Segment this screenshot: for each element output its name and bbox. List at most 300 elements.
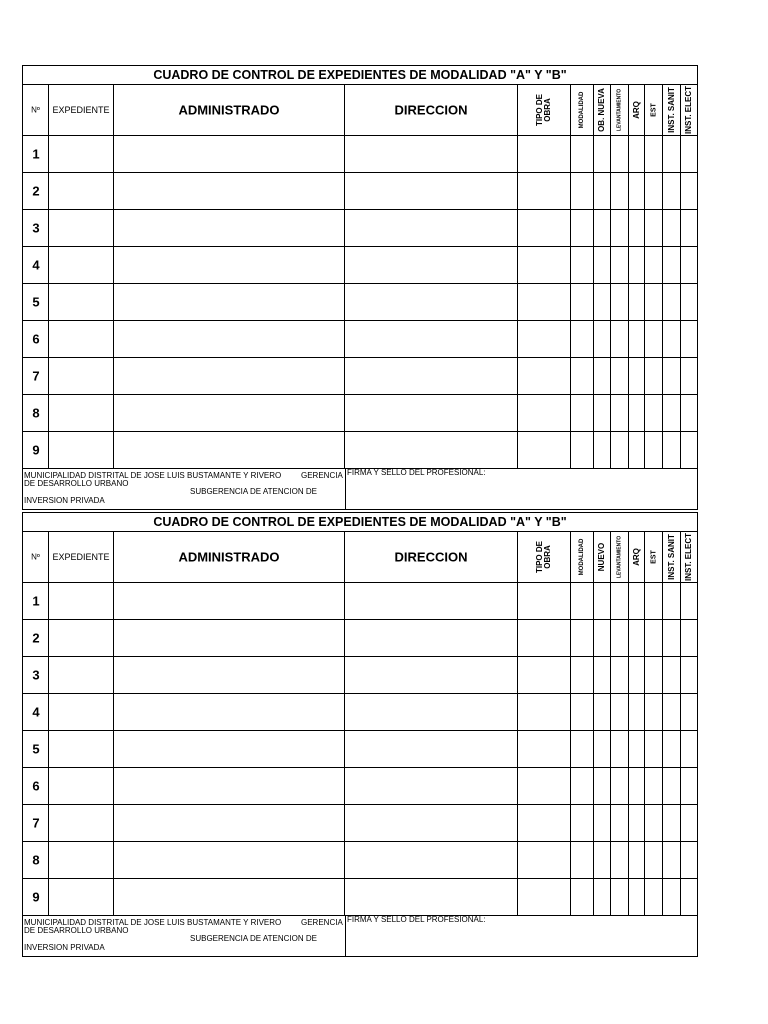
field-tipo-obra[interactable] <box>518 358 571 394</box>
field-arq[interactable] <box>629 395 645 431</box>
form-title: CUADRO DE CONTROL DE EXPEDIENTES DE MODALIDAD "A" Y "B" <box>23 66 697 85</box>
table-row <box>23 321 697 358</box>
field-elect[interactable] <box>681 358 697 394</box>
field-sanit[interactable] <box>663 247 681 283</box>
header-nueva <box>594 85 611 135</box>
header-label: LEVANTAMIENTO <box>616 535 622 579</box>
field-direccion[interactable] <box>345 136 518 172</box>
field-nueva[interactable] <box>594 358 611 394</box>
header-administrado <box>114 532 345 582</box>
field-administrado[interactable] <box>114 432 345 468</box>
field-arq[interactable] <box>629 620 645 656</box>
header-label: OB. NUEVA <box>597 88 606 132</box>
form-footer <box>23 916 697 956</box>
footer-line-municipality: MUNICIPALIDAD DISTRITAL DE JOSE LUIS BUSTAMANTE Y RIVERO <box>24 918 282 927</box>
row-number: 1 <box>32 593 40 609</box>
field-est[interactable] <box>645 210 663 246</box>
header-label: Nº <box>31 105 40 115</box>
field-modalidad[interactable] <box>571 432 594 468</box>
field-expediente[interactable] <box>49 879 114 915</box>
footer-line-inversion: INVERSION PRIVADA <box>24 496 105 505</box>
field-levantamiento[interactable] <box>611 583 629 619</box>
row-number: 7 <box>32 815 40 831</box>
field-expediente[interactable] <box>49 173 114 209</box>
field-elect[interactable] <box>681 247 697 283</box>
field-nueva[interactable] <box>594 805 611 841</box>
control-form <box>22 65 698 510</box>
municipality-block <box>23 916 346 956</box>
signature-field[interactable]: FIRMA Y SELLO DEL PROFESIONAL: <box>347 468 486 477</box>
table-row <box>23 842 697 879</box>
field-est[interactable] <box>645 805 663 841</box>
header-sanit <box>663 85 681 135</box>
field-administrado[interactable] <box>114 321 345 357</box>
header-tipo-obra <box>518 532 571 582</box>
field-tipo-obra[interactable] <box>518 284 571 320</box>
field-tipo-obra[interactable] <box>518 805 571 841</box>
field-expediente[interactable] <box>49 694 114 730</box>
field-tipo-obra[interactable] <box>518 210 571 246</box>
field-est[interactable] <box>645 136 663 172</box>
field-levantamiento[interactable] <box>611 842 629 878</box>
field-modalidad[interactable] <box>571 583 594 619</box>
row-number: 3 <box>32 220 40 236</box>
table-row <box>23 731 697 768</box>
header-label: MODALIDAD <box>579 91 585 129</box>
field-direccion[interactable] <box>345 247 518 283</box>
field-modalidad[interactable] <box>571 136 594 172</box>
row-number: 4 <box>32 257 40 273</box>
field-est[interactable] <box>645 768 663 804</box>
header-label: TIPO DE OBRA <box>535 94 552 127</box>
header-elect <box>681 532 697 582</box>
row-number: 1 <box>32 146 40 162</box>
header-label: EST <box>650 550 657 564</box>
field-est[interactable] <box>645 284 663 320</box>
row-number: 5 <box>32 294 40 310</box>
field-direccion[interactable] <box>345 879 518 915</box>
header-label: ADMINISTRADO <box>178 549 280 565</box>
field-arq[interactable] <box>629 210 645 246</box>
field-arq[interactable] <box>629 321 645 357</box>
field-sanit[interactable] <box>663 657 681 693</box>
header-label: ADMINISTRADO <box>178 102 280 118</box>
field-elect[interactable] <box>681 136 697 172</box>
field-arq[interactable] <box>629 731 645 767</box>
table-row <box>23 284 697 321</box>
field-tipo-obra[interactable] <box>518 694 571 730</box>
field-arq[interactable] <box>629 173 645 209</box>
field-sanit[interactable] <box>663 694 681 730</box>
field-elect[interactable] <box>681 284 697 320</box>
field-elect[interactable] <box>681 805 697 841</box>
field-arq[interactable] <box>629 583 645 619</box>
field-nueva[interactable] <box>594 657 611 693</box>
field-est[interactable] <box>645 432 663 468</box>
header-num <box>23 532 49 582</box>
field-arq[interactable] <box>629 657 645 693</box>
row-number: 3 <box>32 667 40 683</box>
field-expediente[interactable] <box>49 432 114 468</box>
field-expediente[interactable] <box>49 842 114 878</box>
form-footer <box>23 469 697 509</box>
field-tipo-obra[interactable] <box>518 768 571 804</box>
field-administrado[interactable] <box>114 768 345 804</box>
field-expediente[interactable] <box>49 136 114 172</box>
header-expediente <box>49 85 114 135</box>
field-levantamiento[interactable] <box>611 879 629 915</box>
field-nueva[interactable] <box>594 432 611 468</box>
field-sanit[interactable] <box>663 210 681 246</box>
field-expediente[interactable] <box>49 805 114 841</box>
field-est[interactable] <box>645 842 663 878</box>
field-arq[interactable] <box>629 842 645 878</box>
field-tipo-obra[interactable] <box>518 657 571 693</box>
header-levantamiento <box>611 85 629 135</box>
header-label: MODALIDAD <box>579 538 585 576</box>
field-tipo-obra[interactable] <box>518 247 571 283</box>
row-number: 4 <box>32 704 40 720</box>
field-expediente[interactable] <box>49 731 114 767</box>
header-arq <box>629 532 645 582</box>
table-row <box>23 358 697 395</box>
field-sanit[interactable] <box>663 136 681 172</box>
table-row <box>23 879 697 916</box>
field-elect[interactable] <box>681 694 697 730</box>
field-levantamiento[interactable] <box>611 768 629 804</box>
field-arq[interactable] <box>629 247 645 283</box>
field-elect[interactable] <box>681 321 697 357</box>
header-label: Nº <box>31 552 40 562</box>
field-levantamiento[interactable] <box>611 321 629 357</box>
header-modalidad <box>571 532 594 582</box>
field-sanit[interactable] <box>663 620 681 656</box>
header-label: LEVANTAMIENTO <box>616 88 622 132</box>
field-levantamiento[interactable] <box>611 173 629 209</box>
field-modalidad[interactable] <box>571 768 594 804</box>
field-modalidad[interactable] <box>571 805 594 841</box>
field-levantamiento[interactable] <box>611 805 629 841</box>
field-administrado[interactable] <box>114 842 345 878</box>
field-elect[interactable] <box>681 432 697 468</box>
field-sanit[interactable] <box>663 731 681 767</box>
field-nueva[interactable] <box>594 210 611 246</box>
row-number: 6 <box>32 331 40 347</box>
field-modalidad[interactable] <box>571 731 594 767</box>
field-elect[interactable] <box>681 879 697 915</box>
field-direccion[interactable] <box>345 657 518 693</box>
field-modalidad[interactable] <box>571 210 594 246</box>
field-arq[interactable] <box>629 432 645 468</box>
row-number: 5 <box>32 741 40 757</box>
header-modalidad <box>571 85 594 135</box>
field-elect[interactable] <box>681 731 697 767</box>
field-expediente[interactable] <box>49 358 114 394</box>
field-modalidad[interactable] <box>571 358 594 394</box>
header-elect <box>681 85 697 135</box>
field-sanit[interactable] <box>663 432 681 468</box>
field-administrado[interactable] <box>114 657 345 693</box>
field-direccion[interactable] <box>345 284 518 320</box>
field-expediente[interactable] <box>49 395 114 431</box>
field-levantamiento[interactable] <box>611 210 629 246</box>
row-number: 2 <box>32 630 40 646</box>
field-direccion[interactable] <box>345 173 518 209</box>
field-elect[interactable] <box>681 583 697 619</box>
field-sanit[interactable] <box>663 358 681 394</box>
field-direccion[interactable] <box>345 395 518 431</box>
header-label: ARQ <box>631 101 641 119</box>
field-administrado[interactable] <box>114 210 345 246</box>
field-sanit[interactable] <box>663 842 681 878</box>
field-tipo-obra[interactable] <box>518 395 571 431</box>
field-nueva[interactable] <box>594 620 611 656</box>
field-direccion[interactable] <box>345 805 518 841</box>
field-elect[interactable] <box>681 768 697 804</box>
field-sanit[interactable] <box>663 583 681 619</box>
field-administrado[interactable] <box>114 136 345 172</box>
field-modalidad[interactable] <box>571 620 594 656</box>
field-levantamiento[interactable] <box>611 395 629 431</box>
field-nueva[interactable] <box>594 583 611 619</box>
field-tipo-obra[interactable] <box>518 879 571 915</box>
footer-line-desarrollo: DE DESARROLLO URBANO <box>24 479 129 488</box>
footer-line-subgerencia: SUBGERENCIA DE ATENCION DE <box>190 934 317 943</box>
field-est[interactable] <box>645 879 663 915</box>
field-tipo-obra[interactable] <box>518 432 571 468</box>
field-nueva[interactable] <box>594 879 611 915</box>
field-tipo-obra[interactable] <box>518 321 571 357</box>
row-number: 9 <box>32 442 40 458</box>
field-administrado[interactable] <box>114 879 345 915</box>
field-direccion[interactable] <box>345 358 518 394</box>
field-sanit[interactable] <box>663 321 681 357</box>
field-levantamiento[interactable] <box>611 358 629 394</box>
field-administrado[interactable] <box>114 247 345 283</box>
header-label: INST. SANIT <box>666 534 676 580</box>
field-direccion[interactable] <box>345 583 518 619</box>
table-row <box>23 247 697 284</box>
field-expediente[interactable] <box>49 583 114 619</box>
table-row <box>23 768 697 805</box>
field-expediente[interactable] <box>49 321 114 357</box>
field-administrado[interactable] <box>114 284 345 320</box>
field-levantamiento[interactable] <box>611 731 629 767</box>
table-row <box>23 173 697 210</box>
field-est[interactable] <box>645 657 663 693</box>
field-administrado[interactable] <box>114 731 345 767</box>
header-label: EST <box>650 103 657 117</box>
field-administrado[interactable] <box>114 694 345 730</box>
field-levantamiento[interactable] <box>611 432 629 468</box>
table-header-row <box>23 532 697 583</box>
header-est <box>645 85 663 135</box>
table-row <box>23 395 697 432</box>
header-label: NUEVO <box>597 542 606 572</box>
field-tipo-obra[interactable] <box>518 583 571 619</box>
field-nueva[interactable] <box>594 694 611 730</box>
header-label: INST. ELECT <box>684 85 693 135</box>
header-tipo-obra <box>518 85 571 135</box>
field-est[interactable] <box>645 620 663 656</box>
field-modalidad[interactable] <box>571 284 594 320</box>
field-expediente[interactable] <box>49 657 114 693</box>
field-direccion[interactable] <box>345 432 518 468</box>
field-arq[interactable] <box>629 136 645 172</box>
field-nueva[interactable] <box>594 173 611 209</box>
field-administrado[interactable] <box>114 173 345 209</box>
signature-field[interactable]: FIRMA Y SELLO DEL PROFESIONAL: <box>347 915 486 924</box>
field-est[interactable] <box>645 247 663 283</box>
field-nueva[interactable] <box>594 321 611 357</box>
header-sanit <box>663 532 681 582</box>
table-row <box>23 694 697 731</box>
field-nueva[interactable] <box>594 731 611 767</box>
table-row <box>23 432 697 469</box>
footer-gerencia: GERENCIA <box>301 918 343 927</box>
header-num <box>23 85 49 135</box>
field-direccion[interactable] <box>345 731 518 767</box>
field-modalidad[interactable] <box>571 842 594 878</box>
table-header-row <box>23 85 697 136</box>
field-elect[interactable] <box>681 620 697 656</box>
header-label: EXPEDIENTE <box>52 552 110 562</box>
field-est[interactable] <box>645 694 663 730</box>
control-form <box>22 512 698 957</box>
field-direccion[interactable] <box>345 321 518 357</box>
field-tipo-obra[interactable] <box>518 731 571 767</box>
table-row <box>23 657 697 694</box>
field-arq[interactable] <box>629 284 645 320</box>
table-row <box>23 136 697 173</box>
field-nueva[interactable] <box>594 768 611 804</box>
field-tipo-obra[interactable] <box>518 842 571 878</box>
footer-line-municipality: MUNICIPALIDAD DISTRITAL DE JOSE LUIS BUSTAMANTE Y RIVERO <box>24 471 282 480</box>
footer-gerencia: GERENCIA <box>301 471 343 480</box>
field-administrado[interactable] <box>114 395 345 431</box>
field-modalidad[interactable] <box>571 321 594 357</box>
field-direccion[interactable] <box>345 620 518 656</box>
row-number: 7 <box>32 368 40 384</box>
field-elect[interactable] <box>681 657 697 693</box>
header-direccion <box>345 85 518 135</box>
field-expediente[interactable] <box>49 768 114 804</box>
field-nueva[interactable] <box>594 284 611 320</box>
field-expediente[interactable] <box>49 620 114 656</box>
header-label: INST. ELECT <box>684 532 693 582</box>
header-label: EXPEDIENTE <box>52 105 110 115</box>
field-sanit[interactable] <box>663 768 681 804</box>
row-number: 6 <box>32 778 40 794</box>
field-nueva[interactable] <box>594 395 611 431</box>
row-number: 8 <box>32 405 40 421</box>
field-sanit[interactable] <box>663 805 681 841</box>
field-est[interactable] <box>645 321 663 357</box>
field-tipo-obra[interactable] <box>518 136 571 172</box>
field-levantamiento[interactable] <box>611 136 629 172</box>
field-administrado[interactable] <box>114 805 345 841</box>
header-administrado <box>114 85 345 135</box>
field-administrado[interactable] <box>114 620 345 656</box>
field-est[interactable] <box>645 583 663 619</box>
field-administrado[interactable] <box>114 358 345 394</box>
field-est[interactable] <box>645 173 663 209</box>
field-nueva[interactable] <box>594 136 611 172</box>
header-label: TIPO DE OBRA <box>535 541 552 574</box>
field-tipo-obra[interactable] <box>518 620 571 656</box>
table-row <box>23 620 697 657</box>
header-arq <box>629 85 645 135</box>
header-expediente <box>49 532 114 582</box>
field-elect[interactable] <box>681 173 697 209</box>
footer-line-desarrollo: DE DESARROLLO URBANO <box>24 926 129 935</box>
header-levantamiento <box>611 532 629 582</box>
field-modalidad[interactable] <box>571 247 594 283</box>
field-arq[interactable] <box>629 805 645 841</box>
field-sanit[interactable] <box>663 395 681 431</box>
header-label: DIRECCION <box>394 102 468 118</box>
field-levantamiento[interactable] <box>611 657 629 693</box>
field-levantamiento[interactable] <box>611 247 629 283</box>
field-modalidad[interactable] <box>571 657 594 693</box>
field-modalidad[interactable] <box>571 879 594 915</box>
field-est[interactable] <box>645 358 663 394</box>
field-elect[interactable] <box>681 395 697 431</box>
field-est[interactable] <box>645 731 663 767</box>
footer-line-inversion: INVERSION PRIVADA <box>24 943 105 952</box>
field-tipo-obra[interactable] <box>518 173 571 209</box>
field-direccion[interactable] <box>345 210 518 246</box>
field-expediente[interactable] <box>49 247 114 283</box>
field-est[interactable] <box>645 395 663 431</box>
field-elect[interactable] <box>681 842 697 878</box>
table-row <box>23 210 697 247</box>
row-number: 2 <box>32 183 40 199</box>
field-direccion[interactable] <box>345 694 518 730</box>
field-administrado[interactable] <box>114 583 345 619</box>
row-number: 8 <box>32 852 40 868</box>
header-label: DIRECCION <box>394 549 468 565</box>
field-arq[interactable] <box>629 358 645 394</box>
table-row <box>23 583 697 620</box>
header-direccion <box>345 532 518 582</box>
header-nueva <box>594 532 611 582</box>
field-arq[interactable] <box>629 694 645 730</box>
field-modalidad[interactable] <box>571 694 594 730</box>
header-label: ARQ <box>631 548 641 566</box>
field-levantamiento[interactable] <box>611 620 629 656</box>
field-nueva[interactable] <box>594 247 611 283</box>
field-arq[interactable] <box>629 879 645 915</box>
field-direccion[interactable] <box>345 768 518 804</box>
field-sanit[interactable] <box>663 879 681 915</box>
field-nueva[interactable] <box>594 842 611 878</box>
field-modalidad[interactable] <box>571 173 594 209</box>
field-elect[interactable] <box>681 210 697 246</box>
field-direccion[interactable] <box>345 842 518 878</box>
field-expediente[interactable] <box>49 284 114 320</box>
municipality-block <box>23 469 346 509</box>
field-levantamiento[interactable] <box>611 694 629 730</box>
field-levantamiento[interactable] <box>611 284 629 320</box>
field-sanit[interactable] <box>663 284 681 320</box>
field-arq[interactable] <box>629 768 645 804</box>
field-modalidad[interactable] <box>571 395 594 431</box>
field-sanit[interactable] <box>663 173 681 209</box>
form-title: CUADRO DE CONTROL DE EXPEDIENTES DE MODALIDAD "A" Y "B" <box>23 513 697 532</box>
field-expediente[interactable] <box>49 210 114 246</box>
row-number: 9 <box>32 889 40 905</box>
